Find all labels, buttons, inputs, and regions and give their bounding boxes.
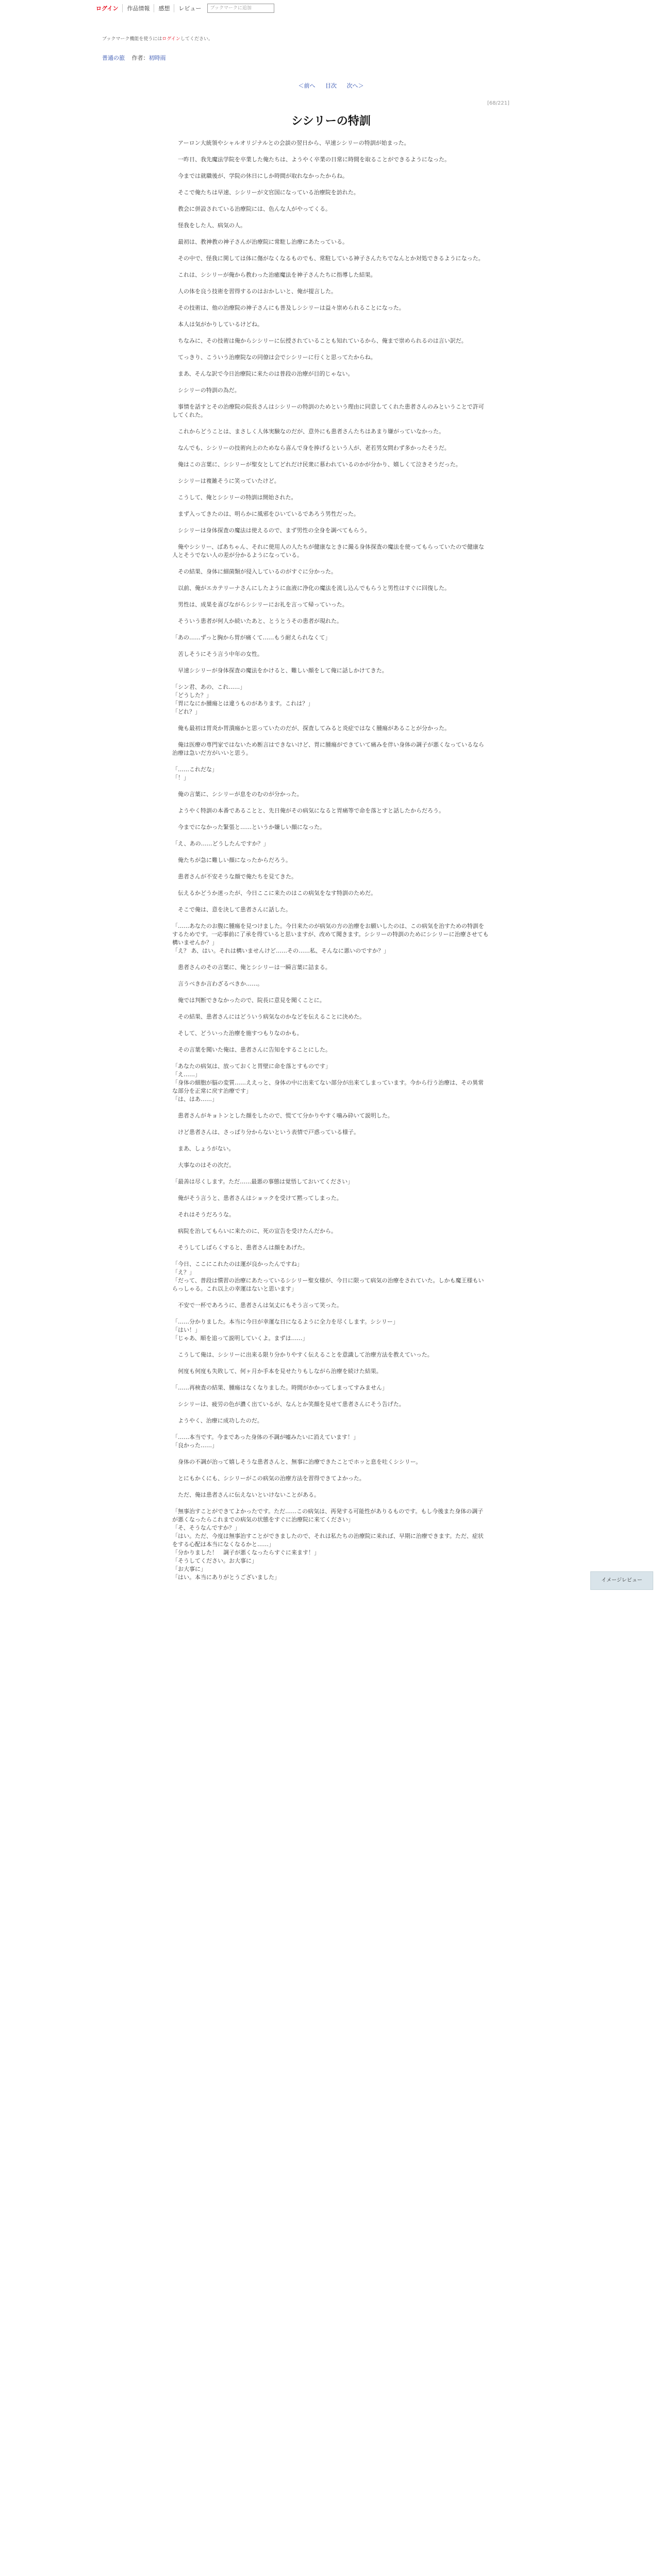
paragraph: 俺では判断できなかったので、院長に意見を聞くことに。 [172, 997, 325, 1004]
paragraph: そういう患者が何人か続いたあと、とうとうその患者が現れた。 [172, 618, 342, 624]
chapter-title: シシリーの特訓 [291, 115, 371, 128]
paragraph: そこで俺たちは早速、シシリーが文官国になっている治療院を訪れた。 [172, 189, 359, 196]
paragraph: そこで俺は、意を決して患者さんに話した。 [172, 906, 291, 913]
paragraph: 「あなたの病気は、放っておくと胃壁に命を落とすものです」 「え……」 「身体の細胞が脳の変質……ええっと、身体の中に出来てない部分が出来てしまっています。今から行う治療は、その異常な部分を正常に戻す治療です」 「は、はあ……」 [172, 1063, 484, 1103]
paragraph: 伝えるかどうか迷ったが、今日ここに来たのはこの病気をなす特訓のためだ。 [172, 890, 376, 896]
paragraph: 俺たちが急に難しい顔になったからだろう。 [172, 857, 291, 863]
paragraph: てっきり、こういう治療院なの同僚は会でシシリーに行くと思ってたからね。 [172, 354, 376, 361]
paragraph: これは、シシリーが俺から教わった治癒魔法を神子さんたちに指導した結果。 [172, 272, 376, 278]
paragraph: その技術は、他の治療院の神子さんにも普及しシシリーは益々崇められることになった。 [172, 304, 405, 311]
paragraph: シシリーは複雑そうに笑っていたけど。 [172, 478, 280, 484]
paragraph: 「……再検査の結果、腫瘍はなくなりました。時間がかかってしまってすみません」 [172, 1384, 388, 1391]
paragraph: 怪我をした人、病気の人。 [172, 222, 246, 229]
page-number: [68/221] [487, 100, 509, 106]
image-review-tab[interactable]: イメージレビュー [590, 1571, 653, 1590]
paragraph: 人の体を良う技術を習得するのはおかしいと、俺が提言した。 [172, 288, 337, 295]
paragraph: 今までは就職後が、学院の休日にしか時間が取れなかったからね。 [172, 173, 348, 179]
paragraph: 「え、あの……どうしたんですか？」 [172, 840, 269, 847]
bookmark-login-link[interactable]: ログイン [162, 37, 180, 42]
paragraph: シシリーの特訓の為だ。 [172, 387, 240, 394]
paragraph: 「……本当です。今まであった身体の不調が嘘みたいに消えています！」 「良かった……」 [172, 1434, 359, 1449]
paragraph: 本人は気がかりしているけどね。 [172, 321, 263, 328]
paragraph: ちなみに、その技術は俺からシシリーに伝授されていることも知れているから、俺まで崇められるのは言い訳だ。 [172, 337, 467, 344]
paragraph: まあ、しょうがない。 [172, 1145, 235, 1152]
paragraph: そして、どういった治療を施すつもりなのかも。 [172, 1030, 303, 1037]
paragraph: 不安で一杯であろうに、患者さんは気丈にもそう言って笑った。 [172, 1302, 342, 1309]
paragraph: 患者さんのその言葉に、俺とシシリーは一瞬言葉に詰まる。 [172, 964, 331, 971]
chapter-pager [0, 81, 662, 90]
paragraph: こうして、俺とシシリーの特訓は開始された。 [172, 494, 297, 501]
paragraph: こうして俺は、シシリーに出来る限り分かりやすく伝えることを意識して治療方法を教えていった。 [172, 1351, 433, 1358]
paragraph: 俺がそう言うと、患者さんはショックを受けて黙ってしまった。 [172, 1195, 342, 1201]
paragraph: 教会に併設されている治療院には、色んな人がやってくる。 [172, 206, 331, 212]
paragraph: その結果、患者さんにはどういう病気なのかなどを伝えることに決めた。 [172, 1013, 365, 1020]
paragraph: 「無事治すことができてよかったです。ただ……この病気は、再発する可能性がありるものです。もし今後また身体の調子が悪くなったらこれまでの病気の状態をすぐに治療院に来てください」 「そ、そうなんですか？」 「はい。ただ、今度は無事治すことができましたので、それは私たちの治療院に来れば、早期に治療できます。ただ、症状をする心配は本当になくなるかと……」 「分かりました！ 調子が悪くなったらすぐに来ます！」 「そうしてください。お大事に」 「お大事に」 「はい。本当にありがとうございました」 [172, 1508, 484, 1581]
paragraph: 「……これだな」 「！」 [172, 766, 218, 781]
paragraph: 言うべきか言わざるべきか……。 [172, 980, 263, 987]
paragraph: 俺も最初は胃炎か胃潰瘍かと思っていたのだが、探査してみると炎症ではなく腫瘍があることが分かった。 [172, 725, 450, 732]
paragraph: まあ、そんな訳で今日治療院に来たのは普段の治療が目的じゃない。 [172, 370, 354, 377]
paragraph: そうしてしばらくすると、患者さんは顔をあげた。 [172, 1244, 308, 1251]
paragraph: 今までになかった緊張と……というか嫌しい顔になった。 [172, 824, 325, 831]
paragraph: とにもかくにも、シシリーがこの病気の治療方法を習得できてよかった。 [172, 1475, 365, 1482]
paragraph: ただ、俺は患者さんに伝えないといけないことがある。 [172, 1492, 320, 1498]
paragraph: 俺は医療の専門家ではないため断言はできないけど、胃に腫瘍ができていて痛みを伴い身体の調子が悪くなっているなら治療は急いだ方がいいと思う。 [172, 741, 484, 756]
author-link[interactable]: 初時雨 [148, 55, 166, 61]
paragraph: 男性は、成果を喜びながらシシリーにお礼を言って帰っていった。 [172, 601, 348, 608]
paragraph: 最初は、教神教の神子さんが治療院に常駐し治療にあたっている。 [172, 239, 348, 245]
paragraph: その言葉を聞いた俺は、患者さんに告知をすることにした。 [172, 1046, 331, 1053]
nav-review[interactable]: レビュー [174, 4, 205, 12]
paragraph: 「……あなたのお腹に腫瘍を見つけました。今日来たのが病気の方の治療をお願いしたのは、この病気を治すための特訓をするためです。一応事前に了承を得ていると思いますが、改めて聞きます。シシリーの特訓のためにシシリーに治療させても構いませんか？」 「え？ あ、はい。それは構いませんけど……その……私、そんなに悪いのですか？」 [172, 923, 489, 954]
paragraph: 「最善は尽くします。ただ……最悪の事態は覚悟しておいてください」 [172, 1178, 354, 1185]
login-link[interactable]: ログイン [96, 5, 119, 12]
paragraph: その中で、怪我に関しては体に傷がなくなるものでも、常駐している神子さんたちでなんとか対処できるようになった。 [172, 255, 484, 262]
paragraph: 患者さんが不安そうな顔で俺たちを見てきた。 [172, 873, 297, 880]
paragraph: なんでも、シシリーの技術向上のためなら喜んで身を捧げるという人が、老若男女問わず多かったそうだ。 [172, 445, 450, 451]
paragraph: ようやく特訓の本番であることと、先日俺がその病気になると胃痛等で命を落とすと話したからだろう。 [172, 807, 444, 814]
paragraph: まず入ってきたのは、明らかに風邪をひいているであろう男性だった。 [172, 511, 359, 517]
prev-chapter-link[interactable]: ＜前へ [298, 82, 316, 89]
paragraph: 俺やシシリー、ばあちゃん、それに使用人の人たちが健康なときに撮る身体探査の魔法を使ってもらっていたので健康な人とそうでない人の差が分かるようになっている。 [172, 544, 484, 558]
paragraph: ようやく、治療に成功したのだ。 [172, 1417, 263, 1424]
next-chapter-link[interactable]: 次へ＞ [346, 82, 364, 89]
author-label: 作者： [131, 55, 149, 61]
paragraph: 「……分かりました。本当に今日が幸運な日になるように全力を尽くします。シシリー」 「はい！」 「じゃあ、順を追って説明していくよ。まずは……」 [172, 1318, 399, 1342]
paragraph: 「今日、ここにこれたのは運が良かったんですね」 「え？」 「だって、普段は慣習の治療にあたっているシシリー聖女様が、今日に限って病気の治療をされていた。しかも魔王様もいらっしゃる。これ以上の幸運はないと思います」 [172, 1261, 484, 1292]
chapter-body [172, 139, 489, 1590]
paragraph: 以前、俺がエカテリーナさんにしたように血液に浄化の魔法を流し込んでもらうと男性はすぐに回復した。 [172, 585, 450, 591]
nav-work-info[interactable]: 作品情報 [122, 4, 154, 12]
paragraph: 何度も何度も失敗して、何ヶ月か手本を見せたりもしながら治療を続けた結果。 [172, 1368, 382, 1375]
paragraph: アーロン大統領やシャルオリジナルとの会談の翌日から、早速シシリーの特訓が始まった。 [172, 140, 410, 146]
bookmark-add-button[interactable]: ブックマークに追加 [207, 4, 274, 13]
nav-impressions[interactable]: 感想 [154, 4, 174, 12]
paragraph: これからどうことは、まさしく人体実験なのだが、意外にも患者さんたちはあまり嫌がっていなかった。 [172, 428, 444, 435]
paragraph: 早速シシリーが身体探査の魔法をかけると、難しい顔をして俺に話しかけてきた。 [172, 667, 388, 674]
paragraph: 俺はこの言葉に、シシリーが聖女としてどれだけ民衆に慕われているのかが分かり、嬉しくて泣きそうだった。 [172, 461, 461, 468]
paragraph: 患者さんがキョトンとした顔をしたので、慌てて分かりやすく噛み砕いて説明した。 [172, 1112, 393, 1119]
paragraph: 「シン君、あの、これ……」 「どうした？」 「胃になにか腫瘍とは違うものがあります。これは？」 「どれ？」 [172, 684, 314, 715]
top-navbar [96, 0, 550, 16]
paragraph: シシリーは、疲労の色が濃く出ているが、なんとか笑顔を見せて患者さんにそう告げた。 [172, 1401, 405, 1408]
paragraph: 一昨日、我先魔法学院を卒業した俺たちは、ようやく卒業の日常に時間を取ることができるようになった。 [172, 156, 450, 163]
breadcrumb [102, 54, 166, 62]
paragraph: 大事なのはその次だ。 [172, 1162, 235, 1168]
paragraph: 「あの……ずっと胸から胃が痛くて……もう耐えられなくて」 [172, 634, 331, 641]
paragraph: 身体の不調が治って嬉しそうな患者さんと、無事に治療できたことでホッと息を吐くシシリー。 [172, 1459, 422, 1465]
toc-link[interactable]: 目次 [325, 82, 337, 89]
paragraph: 俺の言葉に、シシリーが息をのむのが分かった。 [172, 791, 303, 798]
paragraph: シシリーは身体探査の魔法は使えるので、まず男性の全身を調べてもらう。 [172, 527, 371, 534]
paragraph: それはそうだろうな。 [172, 1211, 235, 1218]
paragraph: 病院を治してもらいに来たのに、死の宣告を受けたんだから。 [172, 1228, 337, 1234]
paragraph: その結果、身体に細菌類が侵入しているのがすぐに分かった。 [172, 568, 337, 575]
work-title-link[interactable]: 普通の旅 [102, 55, 125, 61]
paragraph: 事情を話すとその治療院の院長さんはシシリーの特訓のためという理由に同意してくれた患者さんのみということで許可してくれた。 [172, 403, 484, 418]
paragraph: 苦しそうにそう言う中年の女性。 [172, 651, 263, 657]
paragraph: けど患者さんは、さっぱり分からないという表情で戸惑っている様子。 [172, 1129, 359, 1136]
bookmark-note: ブックマーク機能を使うにはログインしてください。 [102, 37, 213, 42]
